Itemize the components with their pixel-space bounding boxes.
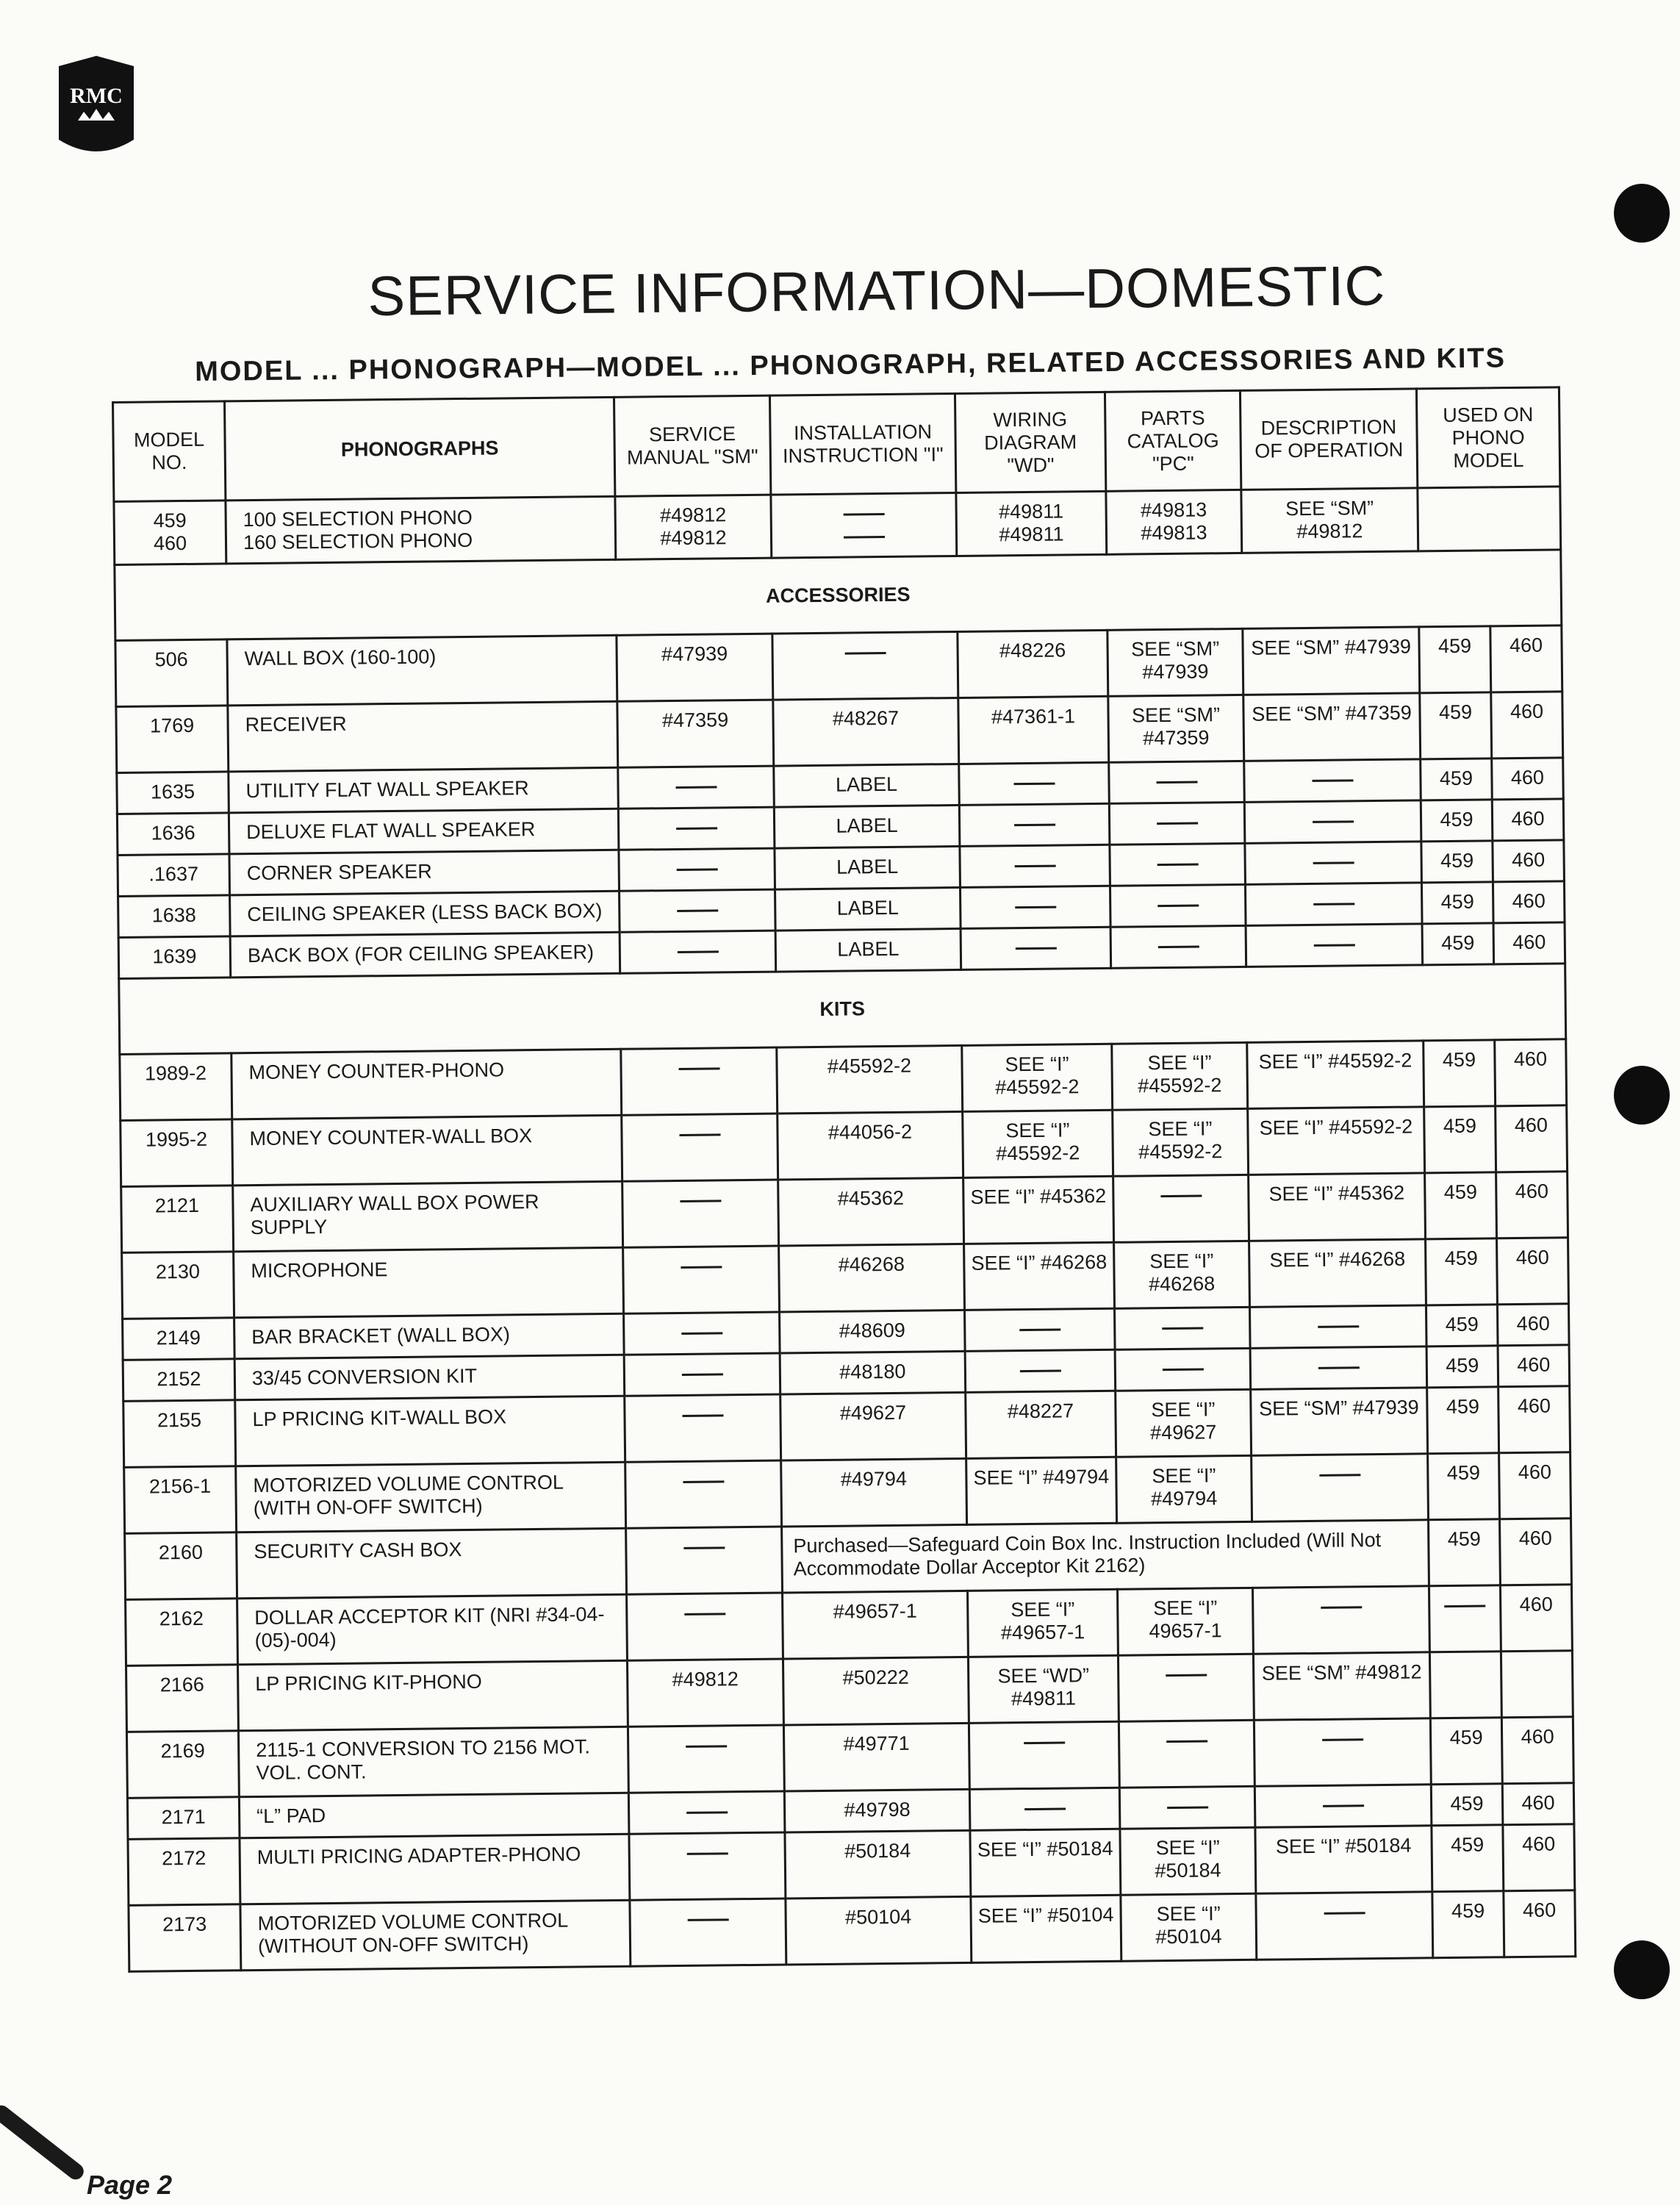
header-used-on: USED ON PHONO MODEL — [1416, 387, 1559, 488]
used-on-460: 460 — [1492, 799, 1564, 841]
used-on-460: 460 — [1498, 1386, 1570, 1453]
punch-hole-top — [1614, 184, 1670, 243]
service-manual-cell — [629, 1832, 786, 1900]
dash-mark — [1024, 1808, 1066, 1811]
used-on-460: 460 — [1504, 1890, 1576, 1957]
description-cell — [1244, 800, 1421, 844]
used-on-460: 460 — [1493, 881, 1565, 923]
service-manual-cell — [620, 889, 776, 932]
description-cell: SEE “SM” #47359 — [1243, 693, 1421, 761]
used-on-459: 459 — [1426, 1305, 1498, 1347]
dash-mark — [1166, 1740, 1207, 1743]
dash-mark — [682, 1415, 723, 1418]
wiring-cell: #48227 — [966, 1391, 1116, 1458]
parts-cell — [1109, 802, 1245, 845]
model-no: 2171 — [127, 1797, 240, 1840]
wiring-cell — [960, 886, 1110, 928]
service-manual-cell — [624, 1353, 780, 1396]
description-cell — [1254, 1718, 1431, 1787]
used-on-459 — [1429, 1652, 1501, 1718]
parts-cell: SEE “I” #50104 — [1121, 1893, 1257, 1961]
header-parts: PARTS CATALOG "PC" — [1105, 390, 1241, 491]
dash-mark — [683, 1547, 725, 1550]
dash-mark — [1166, 1674, 1207, 1677]
wiring-cell — [965, 1308, 1116, 1351]
dash-mark — [1313, 903, 1354, 906]
description-cell: SEE “I” #45362 — [1249, 1173, 1426, 1241]
used-on-460 — [1501, 1651, 1573, 1718]
installation-cell: LABEL — [774, 805, 960, 848]
installation-cell: #49627 — [780, 1392, 966, 1460]
item-name: WALL BOX (160-100) — [227, 635, 617, 706]
installation-cell: #50104 — [786, 1896, 972, 1965]
service-manual-cell — [620, 931, 776, 973]
dash-mark — [1321, 1607, 1362, 1610]
model-no-459: 459 — [153, 509, 187, 532]
dash-line — [778, 501, 950, 526]
dash-mark — [677, 910, 718, 913]
description-cell: SEE “I” #45592-2 — [1248, 1107, 1425, 1175]
description-cell — [1245, 883, 1422, 926]
parts-cell — [1110, 925, 1246, 968]
parts-cell — [1119, 1786, 1255, 1829]
item-name: MICROPHONE — [234, 1247, 624, 1318]
item-name: 2115-1 CONVERSION TO 2156 MOT. VOL. CONT. — [238, 1727, 628, 1797]
dash-mark — [843, 536, 884, 539]
used-on-459: 459 — [1419, 626, 1491, 693]
wiring-cell: SEE “I” #49657-1 — [968, 1589, 1119, 1657]
model-no: 2130 — [122, 1252, 234, 1319]
service-manual-cell — [625, 1394, 781, 1462]
item-name: SECURITY CASH BOX — [237, 1528, 627, 1599]
model-no: 2162 — [126, 1599, 238, 1666]
installation-cell: #49794 — [781, 1458, 967, 1527]
description-cell: SEE “I” #45592-2 — [1247, 1041, 1424, 1109]
used-on-460: 460 — [1496, 1105, 1568, 1172]
dash-mark — [1157, 946, 1199, 949]
item-name: RECEIVER — [228, 701, 618, 772]
used-on-460: 460 — [1503, 1824, 1575, 1891]
wiring-cell: SEE “I” #45592-2 — [963, 1110, 1113, 1177]
used-on-459: 459 — [1429, 1519, 1501, 1586]
punch-hole-middle — [1614, 1066, 1670, 1125]
used-on-460: 460 — [1497, 1238, 1569, 1305]
parts-value: #49813 — [1141, 521, 1207, 545]
used-on-460: 460 — [1491, 692, 1563, 759]
parts-cell — [1109, 761, 1245, 803]
model-no: 2166 — [126, 1665, 239, 1732]
rmc-logo — [53, 53, 140, 163]
description-cell: SEE “I” #50184 — [1255, 1826, 1432, 1894]
wiring-value: #49811 — [999, 523, 1064, 546]
page-subtitle: MODEL ... PHONOGRAPH—MODEL ... PHONOGRAPH, RELATED ACCESSORIES AND KITS — [195, 343, 1507, 387]
page-title: SERVICE INFORMATION—DOMESTIC — [367, 254, 1386, 328]
model-no: 1995-2 — [121, 1119, 233, 1187]
used-on-459: 459 — [1421, 882, 1493, 924]
header-description: DESCRIPTION OF OPERATION — [1240, 389, 1417, 490]
logo-text: RMC — [70, 84, 123, 108]
phono-name-459: 100 SELECTION PHONO — [243, 506, 473, 531]
service-table — [112, 386, 1574, 1972]
wiring-cell — [969, 1788, 1120, 1830]
page-number: Page 2 — [87, 2170, 173, 2200]
model-no: 2169 — [126, 1731, 239, 1799]
item-name: CEILING SPEAKER (LESS BACK BOX) — [230, 891, 620, 936]
service-manual-value: #49812 — [659, 503, 727, 527]
dash-mark — [680, 1200, 721, 1203]
service-manual-cell — [628, 1725, 784, 1793]
model-no: 1638 — [118, 895, 231, 938]
wiring-cell: SEE “I” #50104 — [971, 1895, 1121, 1962]
parts-cell: SEE “SM” #47939 — [1108, 628, 1243, 696]
model-no: 2152 — [123, 1359, 235, 1402]
installation-cell: #45592-2 — [777, 1045, 963, 1114]
header-installation: INSTALLATION INSTRUCTION "I" — [769, 393, 955, 495]
used-on-459: 459 — [1422, 923, 1494, 965]
model-no: 506 — [115, 639, 228, 707]
used-on-460: 460 — [1493, 840, 1565, 882]
wiring-cell: SEE “I” #45362 — [963, 1176, 1114, 1244]
dash-mark — [1014, 865, 1055, 868]
service-manual-cell: #49812 — [627, 1659, 783, 1727]
dash-mark — [1019, 1329, 1060, 1332]
installation-cell: #45362 — [778, 1177, 964, 1246]
installation-cell: LABEL — [775, 928, 961, 972]
dash-mark — [686, 1746, 727, 1749]
parts-value: #49813 — [1140, 498, 1207, 522]
item-name: LP PRICING KIT-WALL BOX — [235, 1396, 625, 1466]
description-cell: SEE “SM” #47939 — [1243, 627, 1420, 695]
item-name: BACK BOX (FOR CEILING SPEAKER) — [230, 932, 620, 978]
used-on-459 — [1429, 1585, 1501, 1652]
header-row — [113, 387, 1560, 502]
item-name: UTILITY FLAT WALL SPEAKER — [229, 767, 619, 813]
dash-mark — [677, 951, 718, 954]
used-on-460: 460 — [1502, 1783, 1574, 1825]
installation-cell — [772, 631, 958, 700]
installation-cell: #46268 — [779, 1244, 965, 1312]
used-on-460: 460 — [1492, 758, 1564, 800]
dash-mark — [844, 652, 886, 655]
service-manual-cell — [615, 495, 772, 559]
wiring-cell — [956, 491, 1107, 556]
description-cell — [1246, 924, 1423, 967]
dash-mark — [1318, 1326, 1359, 1329]
dash-mark — [1157, 905, 1199, 908]
model-no: 2172 — [128, 1838, 240, 1906]
header-model-no: MODEL NO. — [113, 401, 226, 502]
wiring-cell: SEE “I” #45592-2 — [962, 1044, 1113, 1111]
wiring-cell: #48226 — [958, 630, 1108, 698]
installation-cell: #49798 — [784, 1789, 970, 1832]
item-name — [226, 496, 616, 564]
parts-cell — [1119, 1720, 1254, 1788]
installation-cell: LABEL — [775, 846, 961, 889]
dash-mark — [1313, 944, 1354, 947]
wiring-cell — [960, 845, 1110, 887]
used-on-459: 459 — [1430, 1718, 1502, 1785]
description-cell — [1256, 1892, 1433, 1960]
installation-cell: #44056-2 — [778, 1111, 963, 1180]
used-on-459: 459 — [1428, 1453, 1500, 1520]
model-no: 2149 — [123, 1318, 235, 1360]
header-service-manual: SERVICE MANUAL "SM" — [614, 395, 770, 496]
model-no: .1637 — [118, 854, 230, 897]
service-manual-cell — [625, 1460, 782, 1528]
description-value: #49812 — [1296, 520, 1363, 543]
dash-mark — [684, 1613, 725, 1616]
dash-mark — [676, 828, 717, 831]
model-no: 2121 — [121, 1186, 234, 1253]
header-phonographs: PHONOGRAPHS — [225, 397, 615, 501]
wiring-cell — [969, 1721, 1119, 1789]
used-on-460: 460 — [1498, 1345, 1570, 1387]
dash-mark — [1013, 783, 1055, 786]
installation-cell: #48609 — [780, 1310, 966, 1353]
used-on-460: 460 — [1496, 1172, 1568, 1238]
installation-cell: LABEL — [774, 764, 960, 807]
dash-mark — [681, 1333, 722, 1335]
dash-mark — [1313, 821, 1354, 824]
service-manual-value: #49812 — [660, 526, 727, 550]
dash-mark — [1019, 1370, 1060, 1373]
parts-cell — [1106, 490, 1242, 554]
description-cell — [1250, 1347, 1427, 1390]
item-name: AUXILIARY WALL BOX POWER SUPPLY — [233, 1181, 623, 1252]
model-no: 1989-2 — [120, 1053, 232, 1121]
phono-name-460: 160 SELECTION PHONO — [243, 528, 473, 554]
dash-mark — [1319, 1474, 1360, 1477]
dash-mark — [1024, 1742, 1065, 1745]
description-cell — [1252, 1454, 1429, 1522]
parts-cell: SEE “I” #45592-2 — [1112, 1042, 1248, 1110]
used-on-459: 459 — [1426, 1346, 1498, 1388]
parts-cell: SEE “I” #49794 — [1116, 1455, 1252, 1523]
section-title: KITS — [119, 964, 1566, 1055]
item-name: MONEY COUNTER-WALL BOX — [232, 1115, 622, 1186]
dash-mark — [1015, 906, 1056, 909]
used-on-459: 459 — [1424, 1106, 1496, 1173]
dash-mark — [1313, 862, 1354, 865]
used-on-460: 460 — [1490, 625, 1562, 692]
punch-hole-bottom — [1614, 1940, 1670, 1999]
item-name: DOLLAR ACCEPTOR KIT (NRI #34-04-(05)-004) — [237, 1594, 628, 1665]
dash-mark — [686, 1812, 728, 1815]
parts-cell — [1110, 843, 1246, 886]
model-no: 1639 — [118, 936, 231, 979]
used-on-459: 459 — [1420, 692, 1492, 759]
description-cell — [1249, 1305, 1426, 1349]
used-on-459: 459 — [1424, 1040, 1496, 1107]
section-accessories — [115, 550, 1562, 641]
dash-mark — [687, 1919, 728, 1922]
dash-mark — [676, 869, 717, 872]
dash-mark — [681, 1374, 722, 1377]
dash-mark — [1323, 1805, 1364, 1808]
item-name: MULTI PRICING ADAPTER-PHONO — [240, 1834, 630, 1904]
service-manual-cell — [626, 1527, 783, 1594]
wiring-cell: SEE “I” #49794 — [966, 1457, 1117, 1524]
description-cell: SEE “SM” #47939 — [1251, 1388, 1428, 1456]
service-manual-cell — [622, 1114, 778, 1181]
dash-mark — [1444, 1605, 1485, 1608]
service-manual-cell — [618, 807, 775, 850]
item-name: MOTORIZED VOLUME CONTROL (WITH ON-OFF SWITCH) — [236, 1462, 626, 1532]
used-on-459: 459 — [1432, 1891, 1504, 1958]
parts-cell — [1115, 1348, 1251, 1391]
dash-mark — [1156, 781, 1197, 784]
installation-cell: LABEL — [775, 887, 961, 931]
parts-cell — [1110, 884, 1246, 927]
item-name: MOTORIZED VOLUME CONTROL (WITHOUT ON-OFF SWITCH) — [240, 1900, 631, 1971]
description-cell — [1245, 842, 1422, 885]
installation-cell: #49771 — [783, 1723, 969, 1791]
model-no: 2156-1 — [124, 1466, 237, 1534]
model-no-460: 460 — [153, 531, 187, 555]
item-name: CORNER SPEAKER — [229, 850, 620, 895]
wiring-cell: #47361-1 — [958, 696, 1109, 764]
dash-mark — [1014, 824, 1055, 827]
dash-mark — [1318, 1367, 1359, 1370]
installation-cell: #50184 — [785, 1830, 971, 1899]
used-on-460: 460 — [1500, 1585, 1572, 1652]
wiring-cell — [959, 803, 1110, 846]
used-on-460: 460 — [1500, 1519, 1572, 1585]
description-value: SEE “SM” — [1285, 497, 1374, 520]
table-row — [129, 1890, 1576, 1972]
model-no: 2173 — [129, 1904, 241, 1972]
wiring-cell — [965, 1349, 1116, 1392]
service-manual-cell — [627, 1593, 783, 1660]
service-manual-cell — [630, 1899, 786, 1966]
installation-cell: #49657-1 — [783, 1591, 969, 1659]
wiring-cell: SEE “I” #50184 — [970, 1829, 1121, 1896]
used-on-459: 459 — [1425, 1172, 1497, 1239]
dash-line — [778, 524, 950, 548]
dash-mark — [1162, 1327, 1203, 1330]
dash-mark — [686, 1853, 728, 1856]
model-no: 1635 — [117, 772, 229, 814]
item-name: BAR BRACKET (WALL BOX) — [234, 1313, 625, 1359]
parts-cell: SEE “SM” #47359 — [1108, 695, 1244, 762]
dash-mark — [1167, 1807, 1208, 1810]
used-on-cell — [1418, 487, 1561, 551]
pen-stroke-mark — [0, 2102, 87, 2183]
description-cell — [1254, 1785, 1432, 1828]
service-manual-cell: #47359 — [617, 700, 774, 767]
parts-cell: SEE “I” #49627 — [1116, 1389, 1252, 1457]
used-on-459: 459 — [1431, 1784, 1503, 1826]
service-manual-cell — [624, 1312, 780, 1355]
dash-mark — [1162, 1369, 1203, 1372]
description-cell — [1241, 488, 1418, 553]
dash-mark — [681, 1266, 722, 1269]
wiring-cell — [959, 762, 1110, 805]
used-on-459: 459 — [1427, 1387, 1499, 1454]
dash-mark — [1015, 947, 1056, 950]
model-no — [114, 501, 226, 565]
used-on-459: 459 — [1421, 800, 1493, 842]
parts-cell — [1114, 1307, 1250, 1349]
description-cell: SEE “I” #46268 — [1249, 1239, 1426, 1308]
dash-mark — [675, 786, 717, 789]
item-name: 33/45 CONVERSION KIT — [234, 1355, 625, 1400]
dash-mark — [1157, 864, 1198, 867]
dash-mark — [683, 1481, 724, 1484]
parts-cell: SEE “I” #50184 — [1120, 1827, 1256, 1895]
installation-cell — [771, 492, 957, 558]
service-manual-cell — [628, 1791, 785, 1834]
wiring-value: #49811 — [998, 500, 1064, 523]
installation-cell: #48180 — [780, 1351, 966, 1394]
description-cell — [1252, 1586, 1429, 1654]
purchase-note: Purchased—Safeguard Coin Box Inc. Instruction Included (Will Not Accommodate Dollar Acceptor Kit 2162) — [782, 1520, 1429, 1593]
model-no: 2160 — [125, 1532, 237, 1600]
item-name: “L” PAD — [239, 1793, 629, 1838]
parts-cell: SEE “I” #45592-2 — [1113, 1108, 1249, 1176]
wiring-cell — [961, 927, 1111, 969]
dash-mark — [843, 513, 884, 516]
parts-cell: SEE “I” #46268 — [1114, 1241, 1250, 1308]
dash-mark — [1157, 822, 1198, 825]
dash-mark — [1322, 1739, 1363, 1742]
dash-mark — [1312, 780, 1353, 783]
used-on-460: 460 — [1501, 1717, 1573, 1784]
item-name: LP PRICING KIT-PHONO — [238, 1660, 628, 1731]
dash-mark — [1324, 1912, 1365, 1915]
wiring-cell: SEE “WD” #49811 — [968, 1655, 1119, 1723]
item-name: MONEY COUNTER-PHONO — [231, 1049, 622, 1119]
dash-mark — [678, 1068, 719, 1071]
section-kits — [119, 964, 1566, 1055]
service-manual-cell: #47939 — [617, 634, 773, 701]
model-no: 1769 — [116, 706, 229, 773]
used-on-459: 459 — [1421, 759, 1493, 800]
item-name: DELUXE FLAT WALL SPEAKER — [229, 808, 619, 854]
used-on-459: 459 — [1426, 1238, 1498, 1305]
used-on-460: 460 — [1493, 922, 1565, 964]
description-cell: SEE “SM” #49812 — [1253, 1652, 1430, 1721]
used-on-459: 459 — [1432, 1825, 1504, 1892]
parts-cell — [1113, 1175, 1249, 1242]
wiring-cell: SEE “I” #46268 — [964, 1242, 1115, 1310]
service-manual-cell — [619, 848, 775, 891]
section-title: ACCESSORIES — [115, 550, 1562, 641]
service-manual-cell — [621, 1047, 778, 1115]
dash-mark — [1160, 1195, 1202, 1198]
model-no: 2155 — [123, 1400, 236, 1468]
header-wiring: WIRING DIAGRAM "WD" — [955, 392, 1105, 492]
used-on-459: 459 — [1421, 841, 1493, 883]
used-on-460: 460 — [1499, 1452, 1571, 1519]
description-cell — [1244, 759, 1421, 803]
dash-mark — [679, 1134, 720, 1137]
model-no: 1636 — [117, 813, 229, 856]
installation-cell: #48267 — [773, 698, 959, 766]
installation-cell: #50222 — [783, 1657, 969, 1725]
parts-cell: SEE “I” 49657-1 — [1118, 1588, 1254, 1655]
used-on-460: 460 — [1497, 1304, 1569, 1346]
parts-cell — [1118, 1654, 1254, 1721]
service-manual-cell — [623, 1246, 780, 1313]
used-on-460: 460 — [1495, 1039, 1567, 1106]
service-manual-cell — [618, 766, 775, 808]
service-manual-cell — [622, 1180, 779, 1247]
